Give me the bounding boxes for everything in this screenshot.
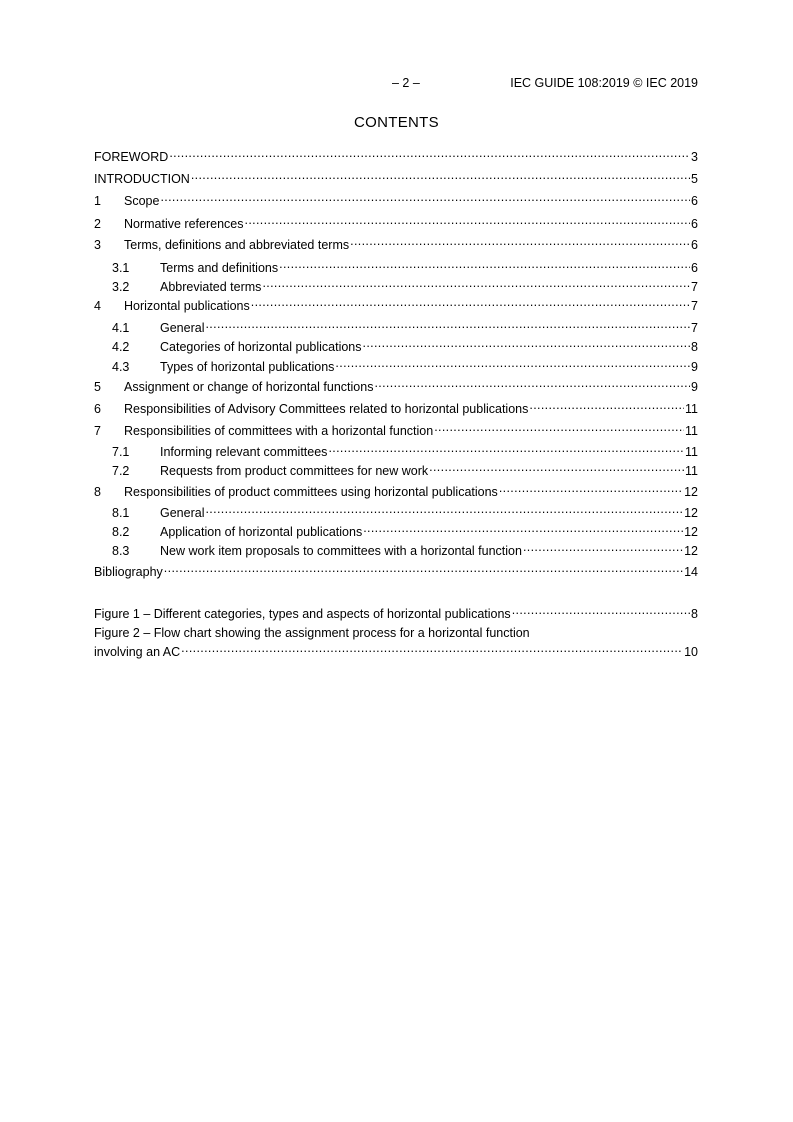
toc-entry-text: Bibliography [94, 565, 163, 579]
toc-entry-text: Horizontal publications [124, 299, 250, 313]
toc-entry-text: Figure 1 – Different categories, types and aspects of horizontal publications [94, 607, 511, 621]
toc-entry[interactable] [94, 212, 698, 231]
toc-entry-text: General [160, 506, 205, 520]
toc-entry-number: 1 [94, 194, 101, 208]
dot-leader [164, 560, 683, 576]
toc-entry-page: 11 [685, 402, 698, 416]
dot-leader [350, 233, 690, 249]
toc-entry-text: Abbreviated terms [160, 280, 262, 294]
dot-leader [363, 520, 683, 536]
toc-entry-page: 6 [691, 238, 698, 252]
dot-leader [251, 294, 690, 310]
toc-entry[interactable] [94, 520, 698, 539]
toc-entry-page: 12 [684, 544, 698, 558]
dot-leader [429, 459, 684, 475]
toc-entry-number: 7.1 [112, 445, 130, 459]
toc-entry-text: Categories of horizontal publications [160, 340, 362, 354]
toc-entry-number: 6 [94, 402, 101, 416]
toc-entry[interactable] [94, 275, 698, 294]
dot-leader [512, 602, 690, 618]
toc-entry[interactable] [94, 355, 698, 374]
toc-entry-text: Assignment or change of horizontal functions [124, 380, 374, 394]
toc-entry-number: 4.1 [112, 321, 130, 335]
toc-entry-page: 9 [691, 380, 698, 394]
toc-entry-number: 8 [94, 485, 101, 499]
dot-leader [328, 440, 684, 456]
toc-entry-text: Responsibilities of Advisory Committees related to horizontal publications [124, 402, 529, 416]
dot-leader [191, 167, 690, 183]
toc-entry-figure-2[interactable] [94, 626, 698, 659]
toc-entry-page: 12 [684, 525, 698, 539]
toc-entry-text: Scope [124, 194, 160, 208]
toc-entry[interactable] [94, 233, 698, 252]
dot-leader [279, 256, 690, 272]
dot-leader [245, 212, 691, 228]
dot-leader [499, 480, 683, 496]
toc-entry-number: 5 [94, 380, 101, 394]
toc-entry[interactable] [94, 335, 698, 354]
toc-entry-text: Requests from product committees for new work [160, 464, 429, 478]
dot-leader [205, 316, 690, 332]
toc-entry[interactable] [94, 294, 698, 313]
toc-entry[interactable] [94, 256, 698, 275]
toc-entry[interactable] [94, 145, 698, 164]
dot-leader [205, 501, 683, 517]
toc-entry-text: FOREWORD [94, 150, 169, 164]
toc-entry-number: 4 [94, 299, 101, 313]
document-id: IEC GUIDE 108:2019 © IEC 2019 [510, 76, 698, 90]
dot-leader [363, 335, 691, 351]
toc-entry-page: 12 [684, 485, 698, 499]
toc-entry-text: Normative references [124, 217, 244, 231]
toc-entry-page: 6 [691, 261, 698, 275]
toc-entry-number: 4.2 [112, 340, 130, 354]
toc-entry[interactable] [94, 316, 698, 335]
toc-entry[interactable] [94, 375, 698, 394]
toc-entry-number: 7 [94, 424, 101, 438]
toc-entry-text: Terms and definitions [160, 261, 279, 275]
toc-entry-page: 11 [685, 464, 698, 478]
toc-entry[interactable] [94, 397, 698, 416]
page-number: – 2 – [392, 76, 420, 90]
toc-entry-page: 5 [691, 172, 698, 186]
toc-entry[interactable] [94, 419, 698, 438]
toc-entry-page: 6 [691, 217, 698, 231]
toc-entry-page: 12 [684, 506, 698, 520]
toc-entry-number: 7.2 [112, 464, 130, 478]
toc-entry-text-line2: involving an AC [94, 645, 181, 659]
toc-entry-page: 11 [685, 445, 698, 459]
toc-entry[interactable] [94, 560, 698, 579]
toc-entry-text: General [160, 321, 205, 335]
toc-entry[interactable] [94, 440, 698, 459]
toc-entry-text: Types of horizontal publications [160, 360, 335, 374]
toc-entry-number: 3.1 [112, 261, 130, 275]
toc-entry-text-line1: Figure 2 – Flow chart showing the assignment process for a horizontal function [94, 626, 530, 640]
dot-leader [529, 397, 684, 413]
toc-entry-page: 8 [691, 607, 698, 621]
toc-entry-page: 7 [691, 299, 698, 313]
toc-entry[interactable] [94, 167, 698, 186]
toc-entry-figure-1[interactable] [94, 602, 698, 621]
toc-entry-number: 4.3 [112, 360, 130, 374]
toc-entry[interactable] [94, 539, 698, 558]
dot-leader [374, 375, 690, 391]
toc-entry-page: 6 [691, 194, 698, 208]
toc-entry-page: 11 [685, 424, 698, 438]
toc-entry-number: 8.3 [112, 544, 130, 558]
dot-leader [262, 275, 690, 291]
toc-entry-page: 8 [691, 340, 698, 354]
toc-entry-text: INTRODUCTION [94, 172, 190, 186]
toc-entry-page: 7 [691, 280, 698, 294]
toc-entry-number: 8.1 [112, 506, 130, 520]
toc-entry-page: 14 [684, 565, 698, 579]
toc-entry-number: 2 [94, 217, 101, 231]
dot-leader [335, 355, 690, 371]
toc-entry-text: Terms, definitions and abbreviated terms [124, 238, 350, 252]
dot-leader [523, 539, 683, 555]
toc-entry-number: 3.2 [112, 280, 130, 294]
dot-leader [160, 189, 690, 205]
dot-leader [181, 640, 683, 656]
toc-entry[interactable] [94, 459, 698, 478]
toc-entry-text: Responsibilities of committees with a horizontal function [124, 424, 434, 438]
toc-entry-page: 10 [684, 645, 698, 659]
toc-entry-text: Responsibilities of product committees using horizontal publications [124, 485, 498, 499]
toc-entry-number: 3 [94, 238, 101, 252]
page-title: CONTENTS [354, 114, 439, 131]
toc-entry[interactable] [94, 189, 698, 208]
toc-entry-text: Informing relevant committees [160, 445, 328, 459]
toc-entry-page: 7 [691, 321, 698, 335]
toc-entry-page: 9 [691, 360, 698, 374]
toc-entry-number: 8.2 [112, 525, 130, 539]
toc-entry-text: New work item proposals to committees with a horizontal function [160, 544, 522, 558]
toc-entry[interactable] [94, 501, 698, 520]
dot-leader [169, 145, 690, 161]
toc-entry-page: 3 [691, 150, 698, 164]
page-header [94, 76, 698, 92]
toc-entry[interactable] [94, 480, 698, 499]
dot-leader [434, 419, 684, 435]
toc-entry-text: Application of horizontal publications [160, 525, 363, 539]
